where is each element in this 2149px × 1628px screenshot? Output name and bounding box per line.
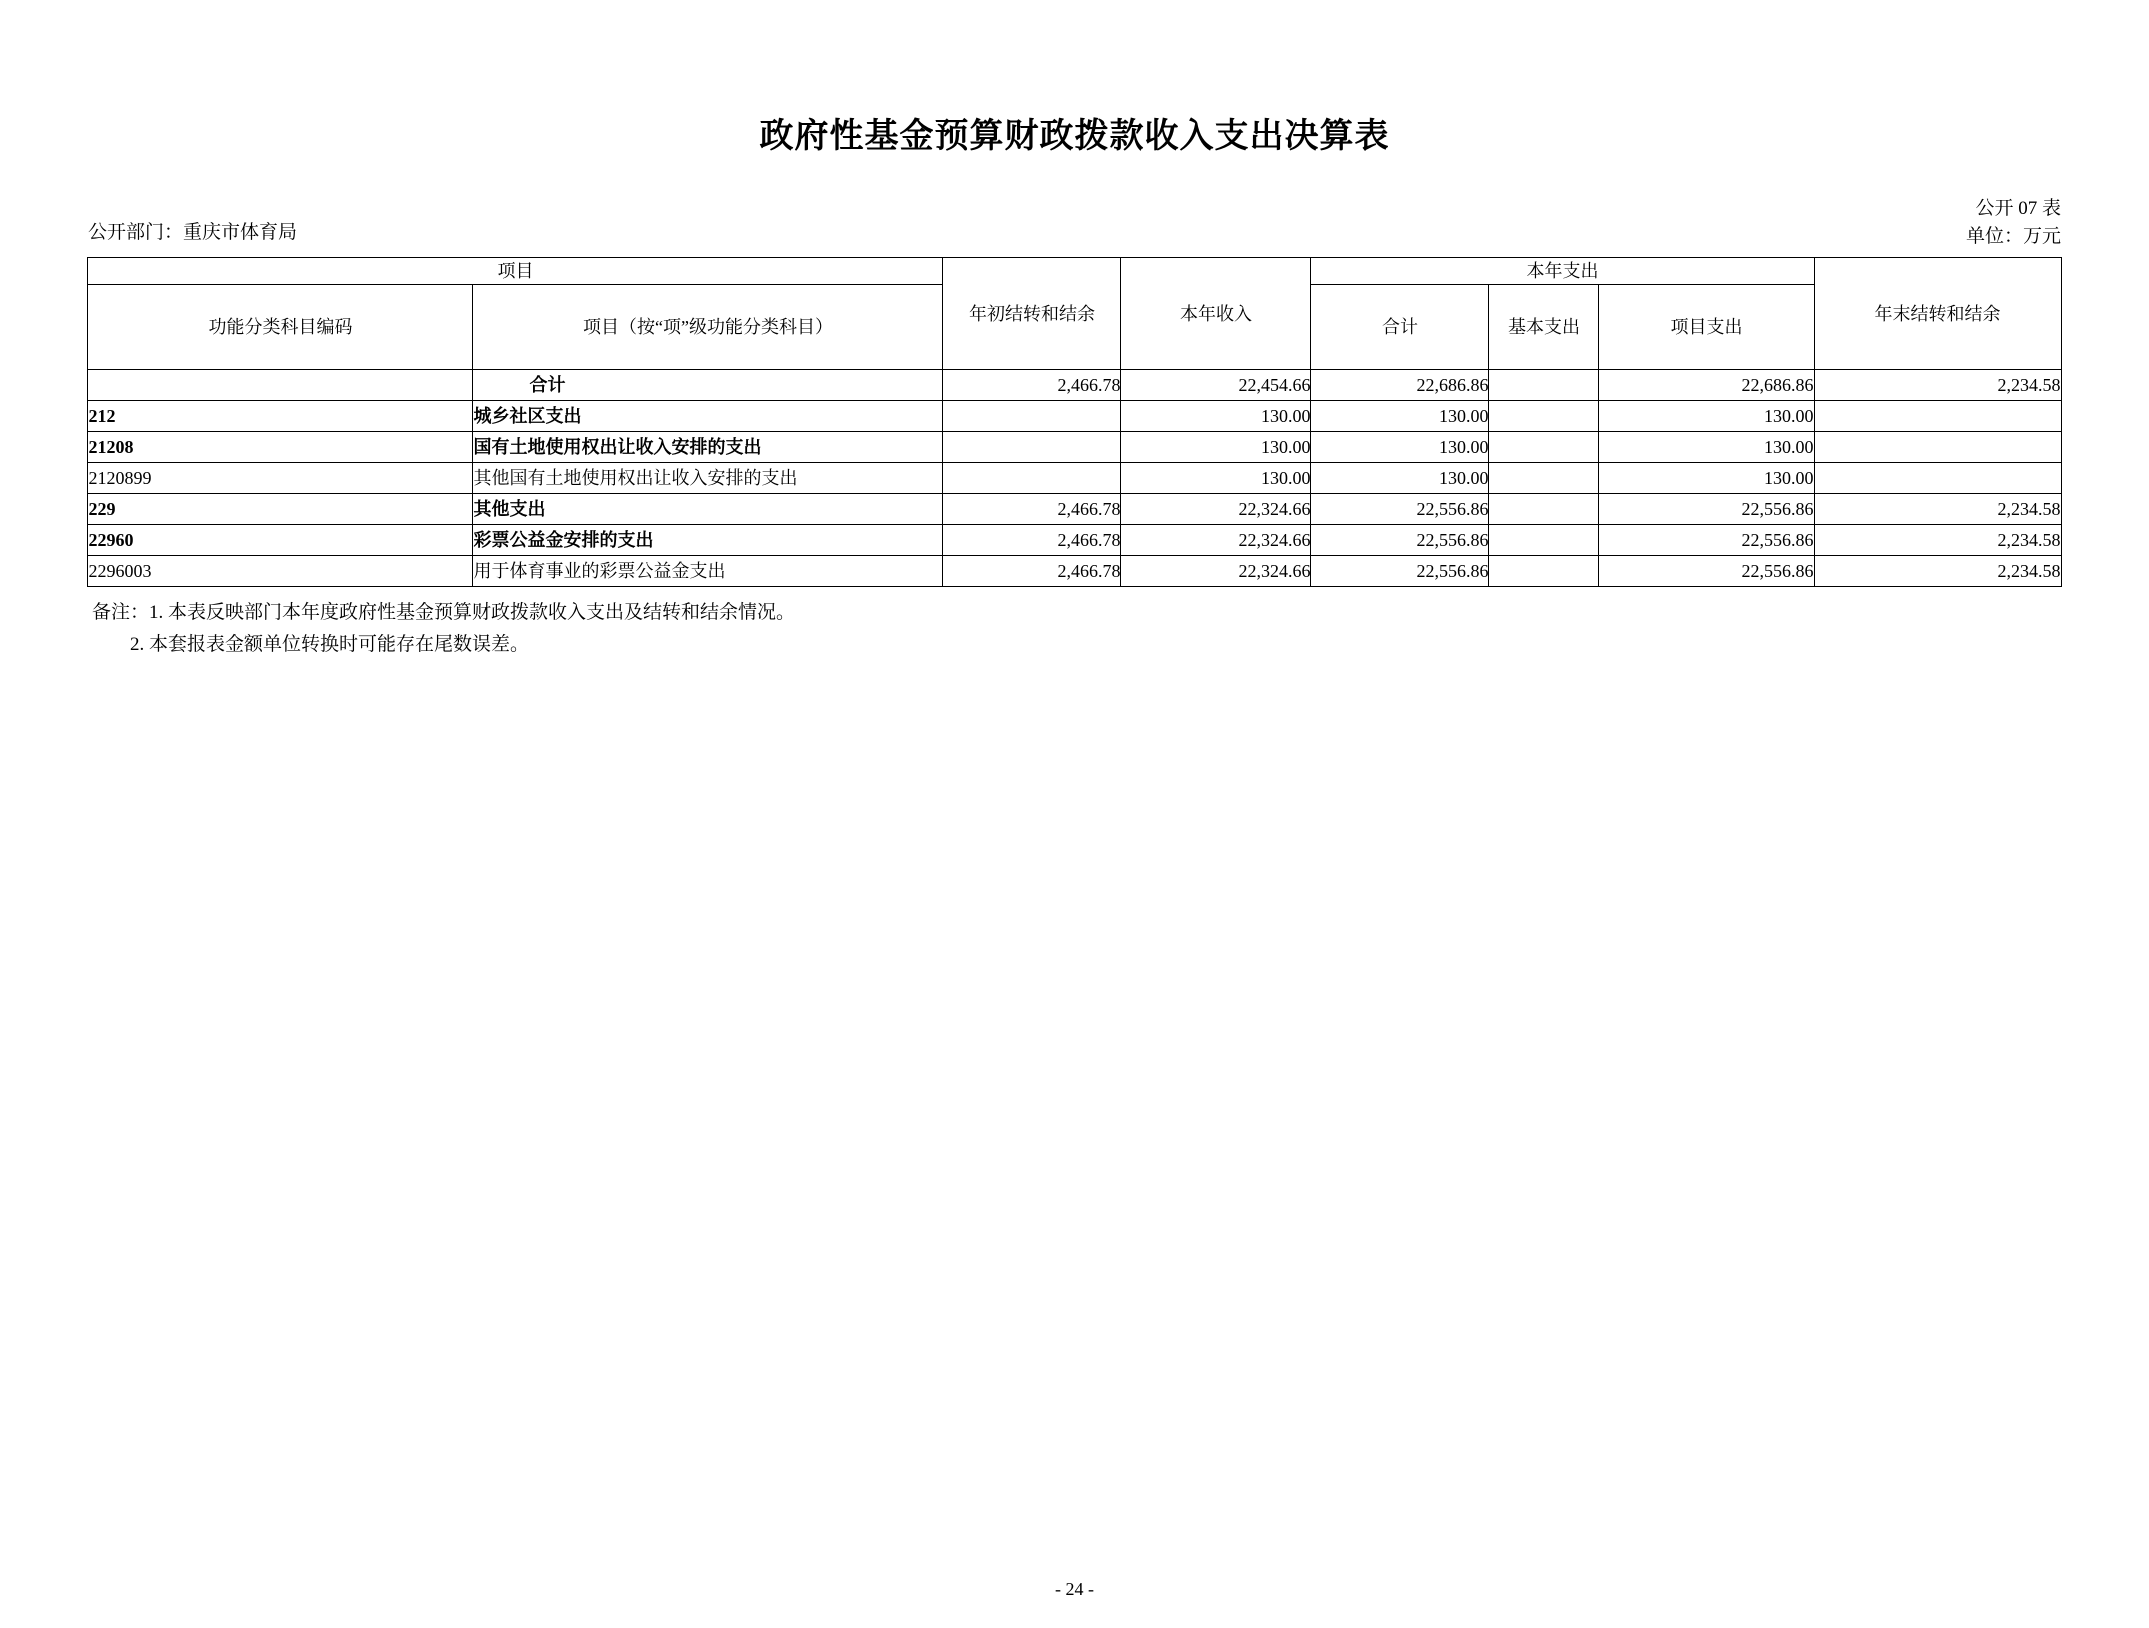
table-header-row-1 [88,258,2061,285]
cell-begin [943,432,1121,463]
cell-expense-basic [1489,370,1599,401]
cell-end [1814,463,2061,494]
cell-code: 2120899 [88,463,473,494]
cell-expense-basic [1489,463,1599,494]
cell-begin [943,463,1121,494]
cell-begin: 2,466.78 [943,370,1121,401]
cell-expense-total: 130.00 [1311,463,1489,494]
page-number: - 24 - [1055,1579,1094,1599]
budget-table [87,257,2061,587]
cell-expense-basic [1489,401,1599,432]
cell-income: 130.00 [1121,463,1311,494]
cell-name: 其他支出 [473,494,943,525]
cell-end: 2,234.58 [1814,556,2061,587]
unit-label: 单位：万元 [1965,226,2061,247]
cell-name: 用于体育事业的彩票公益金支出 [473,556,943,587]
header-begin-balance: 年初结转和结余 [943,258,1121,370]
cell-begin: 2,466.78 [943,556,1121,587]
header-expense-project: 项目支出 [1599,285,1814,370]
cell-expense-total: 22,556.86 [1311,494,1489,525]
cell-name: 其他国有土地使用权出让收入安排的支出 [473,463,943,494]
note-line-2: 2. 本套报表金额单位转换时可能存在尾数误差。 [130,634,530,655]
cell-income: 22,324.66 [1121,556,1311,587]
table-notes [92,597,2149,661]
cell-code: 22960 [88,525,473,556]
page-title: 政府性基金预算财政拨款收入支出决算表 [759,116,1390,156]
form-number: 公开 07 表 [1975,198,2061,219]
cell-expense-total: 130.00 [1311,432,1489,463]
cell-end: 2,234.58 [1814,370,2061,401]
cell-end: 2,234.58 [1814,494,2061,525]
header-year-income: 本年收入 [1121,258,1311,370]
cell-expense-project: 22,556.86 [1599,494,1814,525]
table-row [88,370,2061,401]
cell-income: 22,324.66 [1121,525,1311,556]
table-header [88,258,2061,370]
cell-name: 国有土地使用权出让收入安排的支出 [473,432,943,463]
header-item-name: 项目（按“项”级功能分类科目） [473,285,943,370]
table-row [88,525,2061,556]
cell-end [1814,432,2061,463]
cell-code: 21208 [88,432,473,463]
header-code: 功能分类科目编码 [88,285,473,370]
header-expense-basic: 基本支出 [1489,285,1599,370]
cell-income: 22,454.66 [1121,370,1311,401]
table-row [88,463,2061,494]
header-expense-total: 合计 [1311,285,1489,370]
cell-expense-project: 130.00 [1599,463,1814,494]
cell-expense-project: 22,556.86 [1599,525,1814,556]
cell-expense-project: 22,686.86 [1599,370,1814,401]
cell-begin [943,401,1121,432]
cell-code: 2296003 [88,556,473,587]
table-row [88,494,2061,525]
cell-income: 130.00 [1121,432,1311,463]
cell-end: 2,234.58 [1814,525,2061,556]
cell-expense-project: 130.00 [1599,432,1814,463]
cell-expense-total: 22,556.86 [1311,556,1489,587]
document-page [0,108,2149,1628]
cell-expense-project: 130.00 [1599,401,1814,432]
cell-expense-basic [1489,556,1599,587]
cell-income: 130.00 [1121,401,1311,432]
header-end-balance: 年末结转和结余 [1814,258,2061,370]
cell-expense-project: 22,556.86 [1599,556,1814,587]
table-body [88,370,2061,587]
table-row [88,401,2061,432]
cell-expense-total: 22,686.86 [1311,370,1489,401]
header-year-expense-group: 本年支出 [1311,258,1814,285]
cell-expense-basic [1489,525,1599,556]
cell-name: 城乡社区支出 [473,401,943,432]
cell-expense-basic [1489,432,1599,463]
cell-expense-basic [1489,494,1599,525]
form-meta [1966,195,2061,251]
cell-code: 229 [88,494,473,525]
cell-code: 212 [88,401,473,432]
document-meta [0,195,2149,251]
cell-begin: 2,466.78 [943,494,1121,525]
cell-code [88,370,473,401]
department-label: 公开部门：重庆市体育局 [88,222,298,243]
cell-expense-total: 130.00 [1311,401,1489,432]
cell-begin: 2,466.78 [943,525,1121,556]
note-line-1: 备注：1. 本表反映部门本年度政府性基金预算财政拨款收入支出及结转和结余情况。 [92,602,796,623]
cell-income: 22,324.66 [1121,494,1311,525]
table-row [88,556,2061,587]
cell-name: 合计 [473,370,943,401]
cell-name: 彩票公益金安排的支出 [473,525,943,556]
cell-end [1814,401,2061,432]
cell-expense-total: 22,556.86 [1311,525,1489,556]
table-row [88,432,2061,463]
header-item-group: 项目 [88,258,943,285]
